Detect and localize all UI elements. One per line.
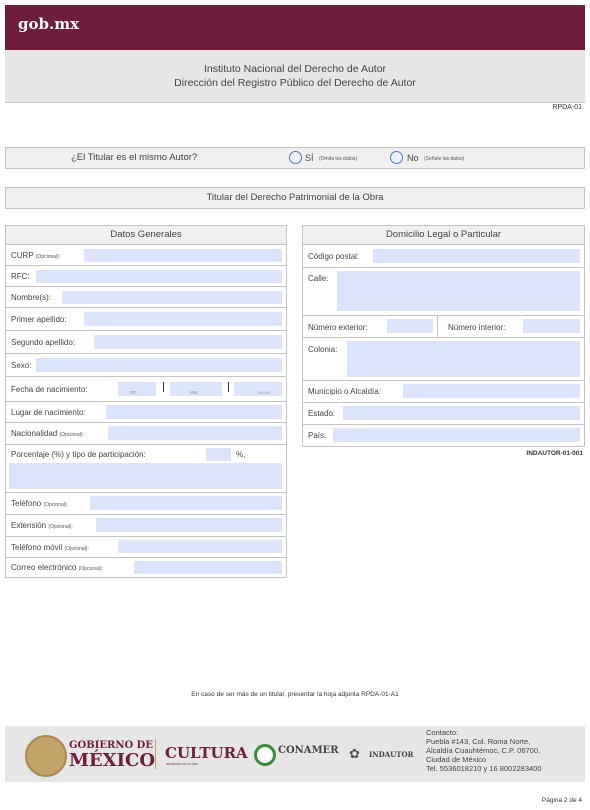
fecha-aaaa-input[interactable] (234, 382, 282, 396)
estado-row (303, 403, 584, 425)
estado-input[interactable] (343, 406, 580, 420)
nombre-row (6, 287, 286, 308)
extension-input[interactable] (96, 518, 282, 532)
lugar-row (6, 402, 286, 423)
address-title: Domicilio Legal o Particular (303, 226, 584, 245)
participacion-input[interactable] (9, 463, 282, 489)
rfc-label: RFC: (11, 272, 30, 281)
extension-row (6, 515, 286, 537)
municipio-row (303, 381, 584, 403)
same-author-question (5, 147, 585, 169)
sexo-label: Sexo: (11, 361, 32, 370)
num-int-label: Número interior: (448, 323, 506, 332)
logo-divider (155, 739, 156, 769)
segundo-apellido-label: Segundo apellido: (11, 338, 76, 347)
radio-yes-label: SÍ (305, 153, 314, 163)
num-int-input[interactable] (523, 319, 580, 333)
indautor-icon: ✿ (349, 746, 360, 761)
radio-yes[interactable] (289, 151, 302, 164)
porcentaje-row (6, 445, 286, 493)
pais-input[interactable] (333, 428, 580, 442)
aaaa-hint: AAAA (258, 390, 271, 395)
nombre-label: Nombre(s): (11, 293, 52, 302)
footer-bar (5, 726, 585, 782)
contact-line: Alcaldía Cuauhtémoc, C.P. 06700, (426, 746, 541, 755)
date-separator (163, 382, 164, 392)
curp-label: CURP (Opcional): (11, 251, 61, 260)
porcentaje-symbol: %, (236, 450, 246, 459)
contact-block (426, 728, 542, 773)
municipio-input[interactable] (403, 384, 580, 398)
question-label: ¿El Titular es el mismo Autor? (71, 152, 198, 163)
movil-input[interactable] (118, 540, 282, 553)
nombre-input[interactable] (62, 291, 282, 304)
nacionalidad-row (6, 423, 286, 445)
general-data-title: Datos Generales (6, 226, 286, 245)
header-bar (5, 5, 585, 50)
curp-input[interactable] (84, 249, 282, 262)
mexico-seal-icon (25, 735, 67, 777)
numero-row (303, 316, 584, 338)
estado-label: Estado: (308, 409, 336, 418)
multiple-holders-note: En caso de ser más de un titular, presentar la hoja adjunta RPDA-01-A1 (191, 691, 399, 698)
nacionalidad-label: Nacionalidad (Opcional): (11, 429, 84, 438)
institute-box (5, 50, 585, 103)
telefono-input[interactable] (90, 496, 282, 510)
contact-line: Puebla #143, Col. Roma Norte, (426, 737, 531, 746)
indautor-logo: INDAUTOR (369, 750, 414, 759)
gob-mx-logo[interactable]: gob.mx (18, 15, 80, 33)
cp-row (303, 245, 584, 268)
segundo-apellido-row (6, 331, 286, 354)
section-title: Titular del Derecho Patrimonial de la Obra (206, 192, 384, 203)
gobierno-de-text: GOBIERNO DE (69, 740, 153, 751)
correo-input[interactable] (134, 561, 282, 574)
direction-name: Dirección del Registro Público del Derecho de Autor (174, 77, 416, 89)
number-divider (437, 316, 438, 337)
porcentaje-input[interactable] (206, 448, 231, 461)
municipio-label: Municipio o Alcaldía: (308, 387, 381, 396)
page-number: Página 2 de 4 (541, 797, 582, 804)
contact-line: Ciudad de México (426, 755, 487, 764)
institute-name: Instituto Nacional del Derecho de Autor (203, 63, 387, 75)
cp-input[interactable] (373, 249, 580, 263)
mm-hint: MM (190, 390, 198, 395)
colonia-row (303, 338, 584, 381)
sexo-row (6, 354, 286, 377)
cultura-logo: CULTURA (165, 744, 248, 762)
colonia-label: Colonia: (308, 345, 338, 354)
rfc-input[interactable] (36, 270, 282, 283)
calle-row (303, 268, 584, 316)
dd-hint: DD (130, 390, 137, 395)
date-separator (228, 382, 229, 392)
movil-row (6, 537, 286, 558)
fecha-row (6, 377, 286, 402)
calle-label: Calle: (308, 274, 329, 283)
pais-row (303, 425, 584, 446)
sexo-input[interactable] (36, 358, 282, 372)
pais-label: País: (308, 431, 327, 440)
fecha-mm-input[interactable] (170, 382, 222, 396)
correo-row (6, 558, 286, 577)
indautor-form-code: INDAUTOR-01-001 (526, 450, 583, 457)
form-code: RPDA-01 (552, 104, 582, 111)
nacionalidad-input[interactable] (108, 426, 282, 440)
mexico-text: MÉXICO (69, 750, 156, 771)
extension-label: Extensión (Opcional): (11, 521, 73, 530)
correo-label: Correo electrónico (Opcional): (11, 563, 104, 572)
conamer-logo: CONAMER (278, 745, 339, 756)
lugar-label: Lugar de nacimiento: (11, 408, 86, 417)
contact-line: Contacto: (426, 728, 459, 737)
section-title-bar (5, 187, 585, 209)
cp-label: Código postal: (308, 252, 360, 261)
porcentaje-label: Porcentaje (%) y tipo de participación: (11, 450, 146, 459)
conamer-icon (254, 744, 276, 766)
curp-row (6, 245, 286, 266)
radio-no[interactable] (390, 151, 403, 164)
num-ext-input[interactable] (387, 319, 433, 333)
telefono-label: Teléfono (Opcional): (11, 499, 68, 508)
address-panel (302, 225, 585, 447)
colonia-input[interactable] (347, 341, 580, 377)
calle-input[interactable] (337, 271, 580, 311)
general-data-panel (5, 225, 287, 578)
radio-yes-note: (Omita los datos) (319, 156, 358, 162)
fecha-dd-input[interactable] (118, 382, 156, 396)
telefono-row (6, 493, 286, 515)
primer-apellido-label: Primer apellido: (11, 315, 67, 324)
fecha-label: Fecha de nacimiento: (11, 385, 88, 394)
num-ext-label: Número exterior: (308, 323, 368, 332)
cultura-sub: SECRETARÍA DE CULTURA (166, 763, 199, 766)
radio-no-note: (Señale los datos) (424, 156, 465, 162)
movil-label: Teléfono móvil (Opcional): (11, 543, 89, 552)
lugar-input[interactable] (106, 405, 282, 419)
segundo-apellido-input[interactable] (94, 335, 282, 349)
primer-apellido-input[interactable] (84, 312, 282, 326)
rfc-row (6, 266, 286, 287)
contact-line: Tel. 5536018210 y 16 8002283400 (426, 764, 542, 773)
primer-apellido-row (6, 308, 286, 331)
radio-no-label: No (407, 153, 419, 163)
